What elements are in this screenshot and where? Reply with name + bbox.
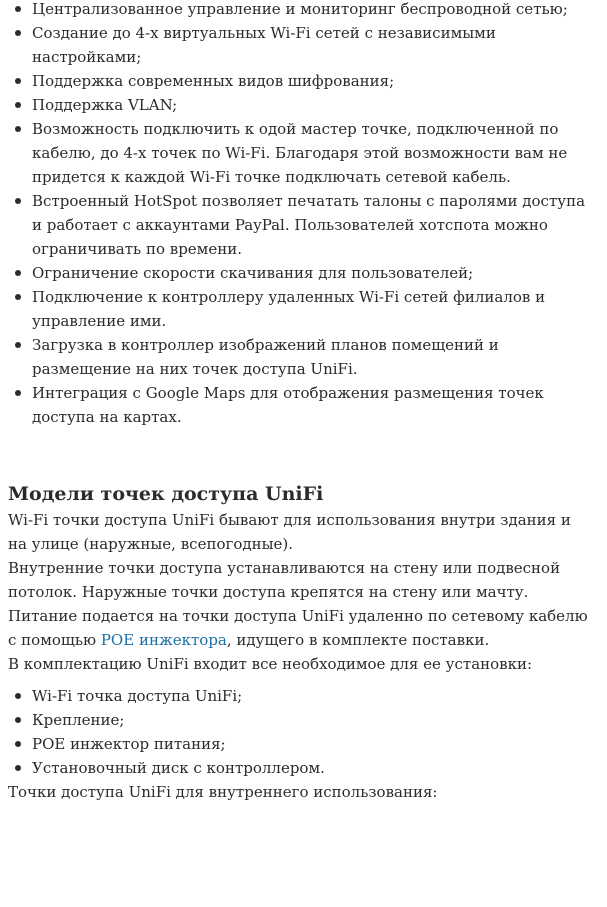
paragraph-indoor-models: Точки доступа UniFi для внутреннего использования: xyxy=(8,783,438,801)
paragraph-power-text-start: Питание подается на точки доступа UniFi удаленно по сетевому кабелю с помощью xyxy=(8,607,588,649)
list-item: Централизованное управление и мониторинг беспроводной сетью; xyxy=(32,0,593,21)
paragraph-ap-types: Wi-Fi точки доступа UniFi бывают для использования внутри здания и на улице (наружные, всепогодные). xyxy=(8,511,571,553)
list-item: Интеграция с Google Maps для отображения размещения точек доступа на картах. xyxy=(32,381,593,429)
paragraph-power-text-end: , идущего в комплекте поставки. xyxy=(226,631,490,649)
list-item: Подключение к контроллеру удаленных Wi-Fi сетей филиалов и управление ими. xyxy=(32,285,593,333)
list-item: Поддержка VLAN; xyxy=(32,93,593,117)
list-item: Возможность подключить к одой мастер точке, подключенной по кабелю, до 4-х точек по Wi-Fi. Благодаря этой возможности вам не придется к каждой Wi-Fi точке подключать сетевой кабель. xyxy=(32,117,593,189)
list-item: POE инжектор питания; xyxy=(32,732,593,756)
paragraph-kit-intro: В комплектацию UniFi входит все необходимое для ее установки: xyxy=(8,655,533,673)
list-item: Поддержка современных видов шифрования; xyxy=(32,69,593,93)
list-item: Создание до 4-х виртуальных Wi-Fi сетей с независимыми настройками; xyxy=(32,21,593,69)
list-item: Установочный диск с контроллером. xyxy=(32,756,593,780)
list-item: Встроенный HotSpot позволяет печатать талоны с паролями доступа и работает с аккаунтами PayPal. Пользователей хотспота можно ограничивать по времени. xyxy=(32,189,593,261)
paragraph-power xyxy=(8,604,593,652)
features-list xyxy=(8,0,593,429)
section-heading: Модели точек доступа UniFi xyxy=(8,483,324,505)
list-item: Ограничение скорости скачивания для пользователей; xyxy=(32,261,593,285)
paragraph-mounting: Внутренние точки доступа устанавливаются на стену или подвесной потолок. Наружные точки доступа крепятся на стену или мачту. xyxy=(8,559,561,601)
list-item: Wi-Fi точка доступа UniFi; xyxy=(32,684,593,708)
kit-list xyxy=(8,684,593,780)
poe-injector-link[interactable]: POE инжектора xyxy=(100,631,227,649)
list-item: Крепление; xyxy=(32,708,593,732)
list-item: Загрузка в контроллер изображений планов помещений и размещение на них точек доступа UniFi. xyxy=(32,333,593,381)
